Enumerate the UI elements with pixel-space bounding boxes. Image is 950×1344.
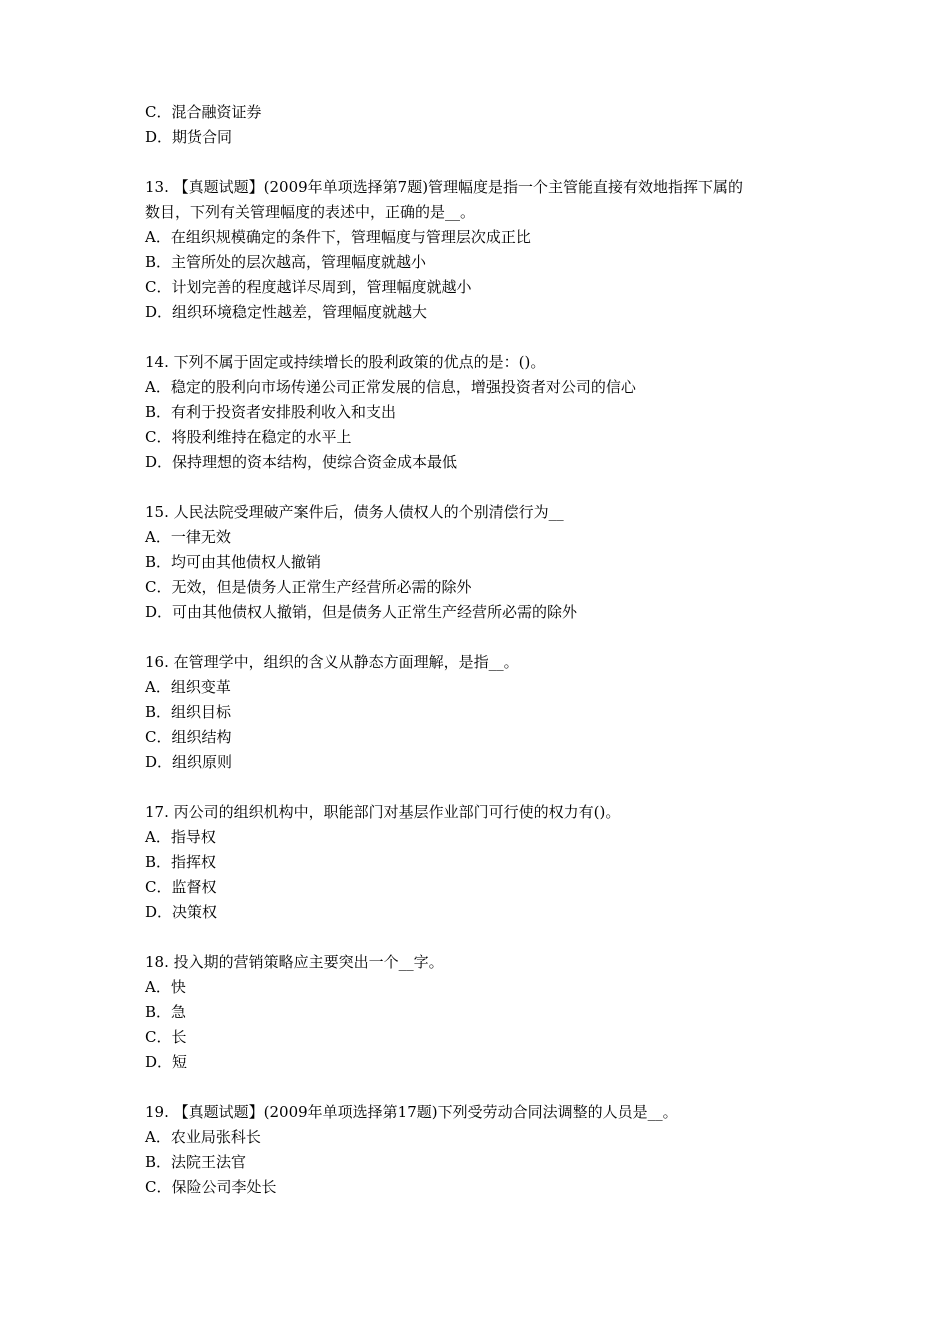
paragraph-gap bbox=[145, 1075, 825, 1100]
option-line: B．组织目标 bbox=[145, 703, 232, 721]
option-line: A．稳定的股利向市场传递公司正常发展的信息，增强投资者对公司的信心 bbox=[145, 378, 636, 396]
option-line: D．期货合同 bbox=[145, 128, 233, 146]
option-line: A．在组织规模确定的条件下，管理幅度与管理层次成正比 bbox=[145, 228, 531, 246]
question-line: 17. 丙公司的组织机构中，职能部门对基层作业部门可行使的权力有()。 bbox=[145, 803, 621, 821]
question-line: 15. 人民法院受理破产案件后，债务人债权人的个别清偿行为__ bbox=[145, 503, 564, 521]
option-line: C．监督权 bbox=[145, 878, 217, 896]
option-line: C．将股利维持在稳定的水平上 bbox=[145, 428, 352, 446]
option-line: D．短 bbox=[145, 1053, 188, 1071]
paragraph-gap bbox=[145, 150, 825, 175]
option-line: B．法院王法官 bbox=[145, 1153, 247, 1171]
option-line: A．快 bbox=[145, 978, 186, 996]
option-line: C．组织结构 bbox=[145, 728, 232, 746]
option-line: B．有利于投资者安排股利收入和支出 bbox=[145, 403, 397, 421]
option-line: D．决策权 bbox=[145, 903, 218, 921]
option-line: D．组织环境稳定性越差，管理幅度就越大 bbox=[145, 303, 428, 321]
paragraph-gap bbox=[145, 775, 825, 800]
option-line: B．急 bbox=[145, 1003, 187, 1021]
text-line: 数目，下列有关管理幅度的表述中，正确的是__。 bbox=[145, 203, 476, 221]
question-line: 13. 【真题试题】(2009年单项选择第7题)管理幅度是指一个主管能直接有效地指挥下属的 bbox=[145, 178, 744, 196]
question-line: 14. 下列不属于固定或持续增长的股利政策的优点的是：()。 bbox=[145, 353, 546, 371]
option-line: B．均可由其他债权人撤销 bbox=[145, 553, 322, 571]
paragraph-gap bbox=[145, 625, 825, 650]
option-line: D．组织原则 bbox=[145, 753, 233, 771]
option-line: A．一律无效 bbox=[145, 528, 231, 546]
question-line: 16. 在管理学中，组织的含义从静态方面理解，是指__。 bbox=[145, 653, 519, 671]
option-line: C．混合融资证券 bbox=[145, 103, 262, 121]
option-line: B．指挥权 bbox=[145, 853, 217, 871]
option-line: C．计划完善的程度越详尽周到，管理幅度就越小 bbox=[145, 278, 472, 296]
option-line: A．指导权 bbox=[145, 828, 216, 846]
option-line: A．农业局张科长 bbox=[145, 1128, 261, 1146]
option-line: D．保持理想的资本结构，使综合资金成本最低 bbox=[145, 453, 458, 471]
paragraph-gap bbox=[145, 925, 825, 950]
option-line: C．长 bbox=[145, 1028, 187, 1046]
option-line: C．无效，但是债务人正常生产经营所必需的除外 bbox=[145, 578, 472, 596]
question-line: 18. 投入期的营销策略应主要突出一个__字。 bbox=[145, 953, 444, 971]
paragraph-gap bbox=[145, 325, 825, 350]
option-line: B．主管所处的层次越高，管理幅度就越小 bbox=[145, 253, 427, 271]
question-line: 19. 【真题试题】(2009年单项选择第17题)下列受劳动合同法调整的人员是__。 bbox=[145, 1103, 678, 1121]
paragraph-gap bbox=[145, 475, 825, 500]
document-page bbox=[145, 100, 825, 1200]
option-line: A．组织变革 bbox=[145, 678, 231, 696]
option-line: D．可由其他债权人撤销，但是债务人正常生产经营所必需的除外 bbox=[145, 603, 578, 621]
option-line: C．保险公司李处长 bbox=[145, 1178, 277, 1196]
